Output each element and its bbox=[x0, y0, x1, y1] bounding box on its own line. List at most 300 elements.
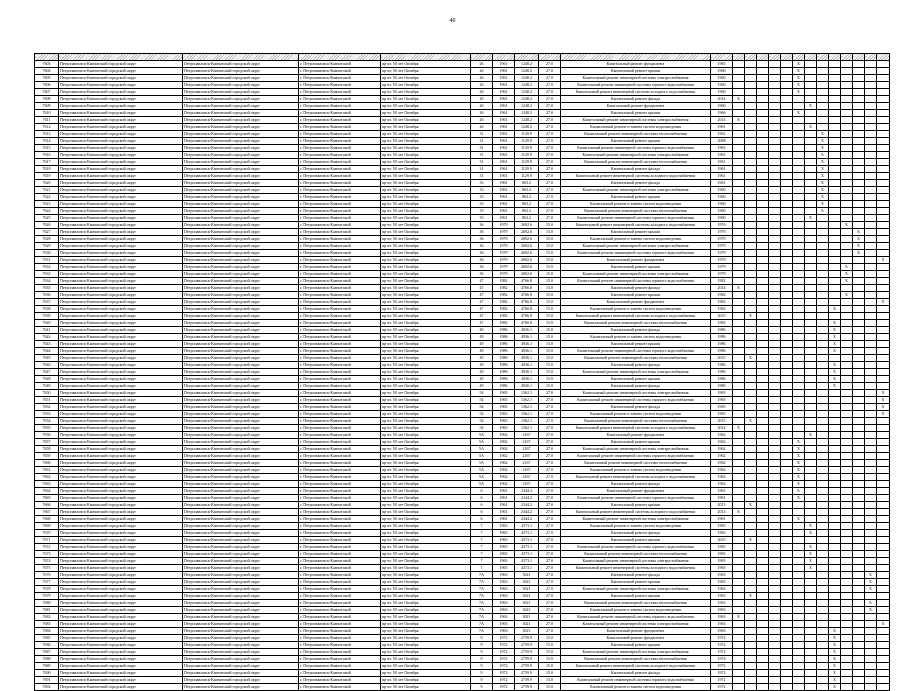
plan-year-cell: 1979 bbox=[711, 257, 733, 264]
mark-cell bbox=[853, 656, 865, 663]
mark-cell bbox=[793, 670, 805, 677]
mark-cell bbox=[733, 481, 745, 488]
work-type-cell: Капитальный ремонт и замена систем водоотведения bbox=[561, 523, 711, 530]
area-cell: 863.2 bbox=[515, 208, 539, 215]
mark-cell: X bbox=[829, 348, 841, 355]
mark-cell bbox=[805, 278, 817, 285]
mark-cell bbox=[877, 82, 890, 89]
mark-cell bbox=[733, 138, 745, 145]
area-cell: 4373.1 bbox=[515, 558, 539, 565]
mark-cell: X bbox=[829, 383, 841, 390]
street-cell: пр-кт. 50 лет Октября bbox=[381, 600, 471, 607]
mark-cell bbox=[805, 313, 817, 320]
settlement-cell: Петропавловск-Камчатский городской округ bbox=[183, 474, 299, 481]
district-cell: Петропавловск-Камчатский городской округ bbox=[59, 572, 183, 579]
mark-cell bbox=[745, 572, 757, 579]
street-cell: пр-кт. 50 лет Октября bbox=[381, 635, 471, 642]
year-cell: 1972 bbox=[493, 684, 515, 691]
plan-year-cell: 1962 bbox=[711, 460, 733, 467]
house-cell: 5А bbox=[471, 460, 493, 467]
mark-cell: X bbox=[793, 460, 805, 467]
table-row bbox=[35, 82, 890, 89]
mark-cell bbox=[757, 579, 769, 586]
mark-cell bbox=[805, 509, 817, 516]
mark-cell: X bbox=[829, 677, 841, 684]
settlement-cell: Петропавловск-Камчатский городской округ bbox=[183, 194, 299, 201]
mark-cell bbox=[745, 250, 757, 257]
mark-cell bbox=[745, 579, 757, 586]
area-cell: 4373.1 bbox=[515, 530, 539, 537]
code-cell: 15.0 bbox=[539, 635, 561, 642]
settlement-cell: Петропавловск-Камчатский городской округ bbox=[183, 495, 299, 502]
area-cell: 1248.2 bbox=[515, 82, 539, 89]
mark-cell bbox=[745, 68, 757, 75]
mark-cell bbox=[733, 131, 745, 138]
district-cell: Петропавловск-Камчатский городской округ bbox=[59, 110, 183, 117]
mark-cell bbox=[769, 152, 781, 159]
district-cell: Петропавловск-Камчатский городской округ bbox=[59, 369, 183, 376]
code-cell: 27.0 bbox=[539, 194, 561, 201]
mark-cell bbox=[865, 362, 877, 369]
settlement-cell: Петропавловск-Камчатский городской округ bbox=[183, 110, 299, 117]
house-cell: 6 bbox=[471, 516, 493, 523]
plan-year-cell: 1963 bbox=[711, 607, 733, 614]
mark-cell bbox=[733, 159, 745, 166]
work-type-cell: Капитальный ремонт инженерной системы горячего водоснабжения bbox=[561, 215, 711, 222]
mark-cell bbox=[733, 369, 745, 376]
mark-cell bbox=[781, 565, 793, 572]
mark-cell bbox=[853, 145, 865, 152]
mark-cell bbox=[865, 320, 877, 327]
settlement-cell: Петропавловск-Камчатский городской округ bbox=[183, 334, 299, 341]
mark-cell bbox=[817, 600, 829, 607]
plan-year-cell: 1960 bbox=[711, 75, 733, 82]
area-cell: 1248.2 bbox=[515, 117, 539, 124]
city-cell: г. Петропавловск-Камчатский bbox=[299, 390, 381, 397]
work-type-cell: Капитальный ремонт крыши bbox=[561, 502, 711, 509]
mark-cell bbox=[757, 460, 769, 467]
mark-cell bbox=[745, 264, 757, 271]
mark-cell bbox=[769, 579, 781, 586]
mark-cell bbox=[865, 75, 877, 82]
code-cell: 27.0 bbox=[539, 187, 561, 194]
work-type-cell: Капитальный ремонт инженерной системы горячего водоснабжения bbox=[561, 278, 711, 285]
mark-cell bbox=[805, 355, 817, 362]
mark-cell bbox=[745, 390, 757, 397]
plan-year-cell: 1979 bbox=[711, 264, 733, 271]
settlement-cell: Петропавловск-Камчатский городской округ bbox=[183, 677, 299, 684]
row-id: 7677 bbox=[35, 579, 59, 586]
city-cell: г. Петропавловск-Камчатский bbox=[299, 243, 381, 250]
mark-cell bbox=[865, 229, 877, 236]
area-cell: 1248.2 bbox=[515, 103, 539, 110]
mark-cell bbox=[853, 215, 865, 222]
settlement-cell: Петропавловск-Камчатский городской округ bbox=[183, 558, 299, 565]
mark-cell bbox=[805, 187, 817, 194]
city-cell: г. Петропавловск-Камчатский bbox=[299, 551, 381, 558]
mark-cell bbox=[733, 537, 745, 544]
settlement-cell: Петропавловск-Камчатский городской округ bbox=[183, 369, 299, 376]
house-cell: 31 bbox=[471, 159, 493, 166]
mark-cell bbox=[817, 565, 829, 572]
mark-cell bbox=[829, 404, 841, 411]
mark-cell bbox=[865, 89, 877, 96]
code-cell: 27.0 bbox=[539, 145, 561, 152]
street-cell: пр-кт. 50 лет Октября bbox=[381, 180, 471, 187]
mark-cell bbox=[841, 299, 853, 306]
table-row bbox=[35, 390, 890, 397]
house-cell: 5А bbox=[471, 467, 493, 474]
house-cell: 36 bbox=[471, 229, 493, 236]
street-cell: пр-кт. 50 лет Октября bbox=[381, 460, 471, 467]
work-type-cell: Капитальный ремонт инженерной системы холодного водоснабжения bbox=[561, 663, 711, 670]
row-id: 7627 bbox=[35, 229, 59, 236]
mark-cell bbox=[793, 166, 805, 173]
city-cell: г. Петропавловск-Камчатский bbox=[299, 684, 381, 691]
row-id: 7621 bbox=[35, 187, 59, 194]
mark-cell bbox=[757, 621, 769, 628]
mark-cell bbox=[805, 341, 817, 348]
district-cell: Петропавловск-Камчатский городской округ bbox=[59, 614, 183, 621]
mark-cell bbox=[829, 488, 841, 495]
house-cell: 26 bbox=[471, 124, 493, 131]
mark-cell bbox=[757, 404, 769, 411]
mark-cell bbox=[769, 320, 781, 327]
mark-cell bbox=[805, 166, 817, 173]
street-cell: пр-кт. 50 лет Октября bbox=[381, 82, 471, 89]
mark-cell bbox=[781, 145, 793, 152]
mark-cell bbox=[769, 201, 781, 208]
code-cell: 15.0 bbox=[539, 348, 561, 355]
year-cell: 1986 bbox=[493, 355, 515, 362]
area-cell: 1362.1 bbox=[515, 418, 539, 425]
mark-cell bbox=[745, 208, 757, 215]
mark-cell bbox=[817, 264, 829, 271]
area-cell: 1248.2 bbox=[515, 61, 539, 68]
year-cell: 1982 bbox=[493, 320, 515, 327]
house-cell: 7А bbox=[471, 621, 493, 628]
street-cell: пр-кт. 50 лет Октября bbox=[381, 320, 471, 327]
street-cell: пр-кт. 50 лет Октября bbox=[381, 684, 471, 691]
mark-cell bbox=[841, 383, 853, 390]
district-cell: Петропавловск-Камчатский городской округ bbox=[59, 663, 183, 670]
mark-cell bbox=[805, 439, 817, 446]
mark-cell bbox=[745, 201, 757, 208]
mark-cell bbox=[853, 488, 865, 495]
plan-year-cell: 1961 bbox=[711, 124, 733, 131]
mark-cell bbox=[733, 75, 745, 82]
mark-cell bbox=[829, 68, 841, 75]
mark-cell bbox=[793, 530, 805, 537]
settlement-cell: Петропавловск-Камчатский городской округ bbox=[183, 621, 299, 628]
settlement-cell: Петропавловск-Камчатский городской округ bbox=[183, 201, 299, 208]
area-cell: 2692.6 bbox=[515, 222, 539, 229]
mark-cell bbox=[841, 474, 853, 481]
mark-cell bbox=[805, 348, 817, 355]
year-cell: 1982 bbox=[493, 292, 515, 299]
mark-cell bbox=[793, 96, 805, 103]
mark-cell bbox=[781, 404, 793, 411]
mark-cell: X bbox=[829, 341, 841, 348]
plan-year-cell: 1976 bbox=[711, 222, 733, 229]
mark-cell bbox=[757, 649, 769, 656]
mark-cell bbox=[853, 684, 865, 691]
plan-year-cell: 2014 bbox=[711, 425, 733, 432]
mark-cell: X bbox=[793, 467, 805, 474]
district-cell: Петропавловск-Камчатский городской округ bbox=[59, 516, 183, 523]
mark-cell bbox=[781, 411, 793, 418]
street-cell: пр-кт. 50 лет Октября bbox=[381, 642, 471, 649]
mark-cell bbox=[781, 502, 793, 509]
mark-cell bbox=[841, 103, 853, 110]
mark-cell: X bbox=[817, 187, 829, 194]
code-cell: 27.0 bbox=[539, 418, 561, 425]
mark-cell bbox=[745, 82, 757, 89]
mark-cell bbox=[757, 446, 769, 453]
street-cell: пр-кт. 50 лет Октября bbox=[381, 551, 471, 558]
mark-cell bbox=[769, 327, 781, 334]
row-id: 7673 bbox=[35, 551, 59, 558]
street-cell: пр-кт. 50 лет Октября bbox=[381, 103, 471, 110]
plan-year-cell: 1986 bbox=[711, 341, 733, 348]
mark-cell bbox=[841, 89, 853, 96]
year-cell: 1961 bbox=[493, 103, 515, 110]
table-row bbox=[35, 684, 890, 691]
code-cell: 27.0 bbox=[539, 460, 561, 467]
mark-cell bbox=[757, 229, 769, 236]
work-type-cell: Капитальный ремонт инженерной системы холодного водоснабжения bbox=[561, 173, 711, 180]
mark-cell bbox=[865, 124, 877, 131]
city-cell: г. Петропавловск-Камчатский bbox=[299, 292, 381, 299]
mark-cell bbox=[865, 523, 877, 530]
work-type-cell: Капитальный ремонт крыши bbox=[561, 264, 711, 271]
area-cell: 2759.9 bbox=[515, 642, 539, 649]
mark-cell bbox=[745, 565, 757, 572]
mark-cell bbox=[805, 152, 817, 159]
mark-cell bbox=[841, 509, 853, 516]
mark-cell bbox=[865, 208, 877, 215]
mark-cell bbox=[865, 432, 877, 439]
mark-cell bbox=[841, 320, 853, 327]
street-cell: пр-кт. 50 лет Октября bbox=[381, 208, 471, 215]
settlement-cell: Петропавловск-Камчатский городской округ bbox=[183, 684, 299, 691]
mark-cell bbox=[829, 586, 841, 593]
house-cell: 26 bbox=[471, 96, 493, 103]
mark-cell bbox=[733, 173, 745, 180]
mark-cell bbox=[781, 677, 793, 684]
settlement-cell: Петропавловск-Камчатский городской округ bbox=[183, 271, 299, 278]
mark-cell: X bbox=[865, 586, 877, 593]
mark-cell bbox=[817, 642, 829, 649]
mark-cell bbox=[805, 320, 817, 327]
year-cell: 1979 bbox=[493, 257, 515, 264]
district-cell: Петропавловск-Камчатский городской округ bbox=[59, 166, 183, 173]
city-cell: г. Петропавловск-Камчатский bbox=[299, 299, 381, 306]
work-type-cell: Капитальный ремонт инженерной системы теплоснабжения bbox=[561, 131, 711, 138]
mark-cell bbox=[757, 565, 769, 572]
table-row bbox=[35, 166, 890, 173]
district-cell: Петропавловск-Камчатский городской округ bbox=[59, 390, 183, 397]
mark-cell bbox=[829, 194, 841, 201]
mark-cell bbox=[841, 334, 853, 341]
area-cell: 4936.1 bbox=[515, 369, 539, 376]
year-cell: 1961 bbox=[493, 152, 515, 159]
mark-cell bbox=[745, 474, 757, 481]
mark-cell: X bbox=[805, 551, 817, 558]
mark-cell: X bbox=[733, 285, 745, 292]
mark-cell bbox=[745, 397, 757, 404]
table-row bbox=[35, 145, 890, 152]
mark-cell bbox=[829, 523, 841, 530]
house-cell: 33 bbox=[471, 208, 493, 215]
mark-cell bbox=[805, 285, 817, 292]
mark-cell bbox=[877, 593, 890, 600]
code-cell: 27.0 bbox=[539, 600, 561, 607]
house-cell: 31 bbox=[471, 166, 493, 173]
settlement-cell: Петропавловск-Камчатский городской округ bbox=[183, 180, 299, 187]
mark-cell bbox=[769, 362, 781, 369]
mark-cell bbox=[829, 271, 841, 278]
district-cell: Петропавловск-Камчатский городской округ bbox=[59, 236, 183, 243]
mark-cell bbox=[877, 96, 890, 103]
house-cell: 36 bbox=[471, 236, 493, 243]
mark-cell bbox=[829, 299, 841, 306]
mark-cell: X bbox=[817, 173, 829, 180]
house-cell: 47 bbox=[471, 320, 493, 327]
mark-cell bbox=[841, 593, 853, 600]
settlement-cell: Петропавловск-Камчатский городской округ bbox=[183, 509, 299, 516]
city-cell: г. Петропавловск-Камчатский bbox=[299, 502, 381, 509]
mark-cell: X bbox=[733, 117, 745, 124]
settlement-cell: Петропавловск-Камчатский городской округ bbox=[183, 670, 299, 677]
code-cell: 15.0 bbox=[539, 313, 561, 320]
mark-cell bbox=[841, 614, 853, 621]
mark-cell bbox=[733, 474, 745, 481]
mark-cell bbox=[757, 558, 769, 565]
house-cell: 26 bbox=[471, 89, 493, 96]
mark-cell bbox=[733, 607, 745, 614]
mark-cell bbox=[769, 642, 781, 649]
year-cell: 1961 bbox=[493, 89, 515, 96]
mark-cell bbox=[841, 467, 853, 474]
mark-cell bbox=[757, 530, 769, 537]
table-row bbox=[35, 299, 890, 306]
mark-cell bbox=[757, 131, 769, 138]
year-cell: 1965 bbox=[493, 425, 515, 432]
city-cell: г. Петропавловск-Камчатский bbox=[299, 96, 381, 103]
mark-cell bbox=[757, 117, 769, 124]
row-id: 7655 bbox=[35, 425, 59, 432]
district-cell: Петропавловск-Камчатский городской округ bbox=[59, 656, 183, 663]
mark-cell bbox=[805, 397, 817, 404]
mark-cell bbox=[769, 572, 781, 579]
work-type-cell: Капитальный ремонт фасада bbox=[561, 285, 711, 292]
area-cell: 2167 bbox=[515, 439, 539, 446]
mark-cell bbox=[817, 68, 829, 75]
district-cell: Петропавловск-Камчатский городской округ bbox=[59, 75, 183, 82]
mark-cell bbox=[769, 369, 781, 376]
street-cell: пр-кт. 50 лет Октября bbox=[381, 369, 471, 376]
plan-year-cell: 1979 bbox=[711, 271, 733, 278]
table-row bbox=[35, 642, 890, 649]
mark-cell bbox=[829, 432, 841, 439]
street-cell: пр-кт. 50 лет Октября bbox=[381, 187, 471, 194]
mark-cell bbox=[733, 642, 745, 649]
mark-cell: X bbox=[853, 250, 865, 257]
mark-cell bbox=[757, 341, 769, 348]
house-cell: 49 bbox=[471, 369, 493, 376]
mark-cell bbox=[769, 544, 781, 551]
year-cell: 1961 bbox=[493, 180, 515, 187]
mark-cell bbox=[793, 425, 805, 432]
mark-cell bbox=[805, 334, 817, 341]
mark-cell bbox=[793, 607, 805, 614]
settlement-cell: Петропавловск-Камчатский городской округ bbox=[183, 481, 299, 488]
district-cell: Петропавловск-Камчатский городской округ bbox=[59, 383, 183, 390]
city-cell: г. Петропавловск-Камчатский bbox=[299, 215, 381, 222]
mark-cell bbox=[769, 600, 781, 607]
mark-cell bbox=[769, 495, 781, 502]
mark-cell bbox=[865, 684, 877, 691]
table-row bbox=[35, 586, 890, 593]
mark-cell bbox=[865, 474, 877, 481]
mark-cell bbox=[817, 313, 829, 320]
mark-cell bbox=[781, 334, 793, 341]
mark-cell bbox=[865, 565, 877, 572]
mark-cell bbox=[853, 320, 865, 327]
mark-cell bbox=[877, 600, 890, 607]
year-cell: 1961 bbox=[493, 166, 515, 173]
mark-cell bbox=[865, 236, 877, 243]
street-cell: пр-кт. 50 лет Октября bbox=[381, 264, 471, 271]
mark-cell bbox=[757, 663, 769, 670]
mark-cell bbox=[769, 243, 781, 250]
code-cell: 15.0 bbox=[539, 320, 561, 327]
mark-cell: X bbox=[817, 180, 829, 187]
plan-year-cell: 1963 bbox=[711, 621, 733, 628]
work-type-cell: Капитальный ремонт фасада bbox=[561, 572, 711, 579]
plan-year-cell: 1961 bbox=[711, 180, 733, 187]
area-cell: 3021 bbox=[515, 572, 539, 579]
header-cell bbox=[381, 54, 471, 61]
mark-cell bbox=[781, 516, 793, 523]
mark-cell bbox=[769, 348, 781, 355]
street-cell: пр-кт. 50 лет Октября bbox=[381, 145, 471, 152]
mark-cell bbox=[733, 397, 745, 404]
mark-cell bbox=[841, 362, 853, 369]
mark-cell bbox=[865, 649, 877, 656]
mark-cell bbox=[745, 495, 757, 502]
settlement-cell: Петропавловск-Камчатский городской округ bbox=[183, 579, 299, 586]
plan-year-cell: 1986 bbox=[711, 327, 733, 334]
mark-cell bbox=[733, 355, 745, 362]
mark-cell bbox=[769, 166, 781, 173]
mark-cell bbox=[781, 572, 793, 579]
mark-cell bbox=[877, 432, 890, 439]
mark-cell bbox=[757, 642, 769, 649]
mark-cell bbox=[877, 495, 890, 502]
settlement-cell: Петропавловск-Камчатский городской округ bbox=[183, 264, 299, 271]
mark-cell bbox=[829, 187, 841, 194]
row-id: 7653 bbox=[35, 411, 59, 418]
mark-cell bbox=[733, 68, 745, 75]
plan-year-cell: 1966 bbox=[711, 110, 733, 117]
mark-cell bbox=[781, 432, 793, 439]
settlement-cell: Петропавловск-Камчатский городской округ bbox=[183, 460, 299, 467]
mark-cell bbox=[853, 558, 865, 565]
settlement-cell: Петропавловск-Камчатский городской округ bbox=[183, 488, 299, 495]
mark-cell bbox=[757, 628, 769, 635]
